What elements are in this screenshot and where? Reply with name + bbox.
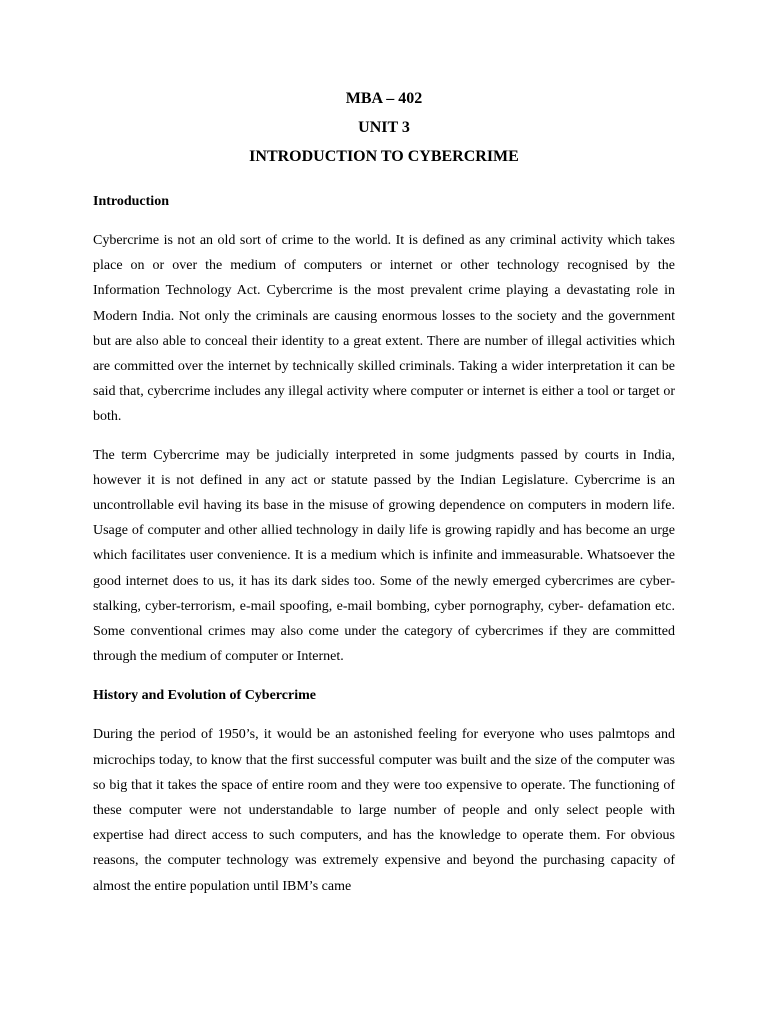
section-heading-introduction: Introduction [93,194,169,209]
title-block [93,84,675,171]
paragraph: The term Cybercrime may be judicially interpreted in some judgments passed by courts in India, however it is not defined in any act or statute passed by the Indian Legislature. Cybercrime is an uncontrollable evil having its base in the misuse of growing dependence on computers in modern life. Usage of computer and other allied technology in daily life is growing rapidly and has become an urge which facilitates user convenience. It is a medium which is infinite and immeasurable. Whatsoever the good internet does to us, it has its dark sides too. Some of the newly emerged cybercrimes are cyber-stalking, cyber-terrorism, e-mail spoofing, e-mail bombing, cyber pornography, cyber- defamation etc. Some conventional crimes may also come under the category of cybercrimes if they are committed through the medium of computer or Internet. [93,447,675,665]
paragraph: Cybercrime is not an old sort of crime to the world. It is defined as any criminal activity which takes place on or over the medium of computers or internet or other technology recognised by the Information Technology Act. Cybercrime is the most prevalent crime playing a devastating role in Modern India. Not only the criminals are causing enormous losses to the society and the government but are also able to conceal their identity to a great extent. There are number of illegal activities which are committed over the internet by technically skilled criminals. Taking a wider interpretation it can be said that, cybercrime includes any illegal activity where computer or internet is either a tool or target or both. [93,233,675,425]
document-page [93,84,675,899]
paragraph: During the period of 1950’s, it would be an astonished feeling for everyone who uses palmtops and microchips today, to know that the first successful computer was built and the size of the computer was so big that it takes the space of entire room and they were too expensive to operate. The functioning of these computer were not understandable to large number of people and only select people with expertise had direct access to such computers, and has the knowledge to operate them. For obvious reasons, the computer technology was extremely expensive and beyond the purchasing capacity of almost the entire population until IBM’s came [93,727,675,894]
section-heading-history: History and Evolution of Cybercrime [93,688,316,704]
document-title: INTRODUCTION TO CYBERCRIME [249,148,519,165]
unit-number: UNIT 3 [358,119,410,136]
course-code: MBA – 402 [345,90,423,107]
